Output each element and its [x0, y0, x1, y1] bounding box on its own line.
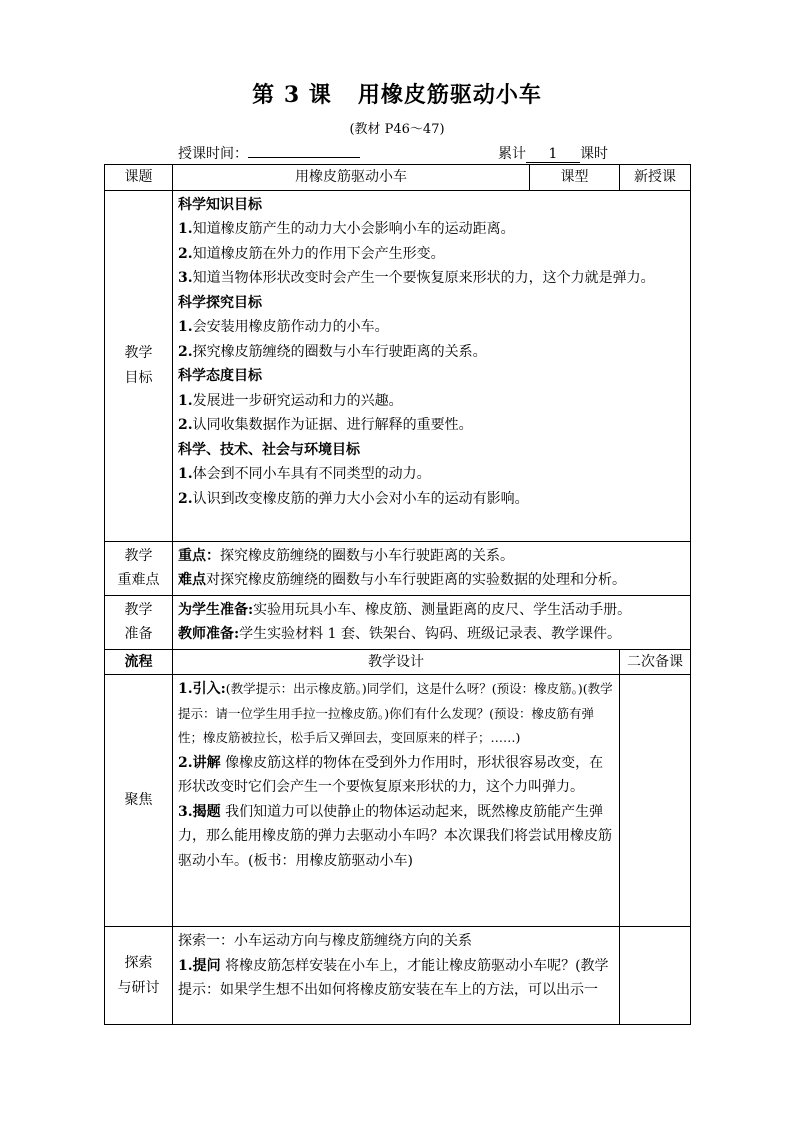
focus-intro: 1.引入:(教学提示：出示橡皮筋。)同学们，这是什么呀？(预设：橡皮筋。)(教学提示：请一位学生用手拉一拉橡皮筋。)你们有什么发现？(预设：橡皮筋有弹性；橡皮筋被拉长，松手后又弹回去，变回原来的样子；……) — [178, 681, 613, 745]
explore-content — [173, 927, 620, 1025]
notes-header: 二次备课 — [620, 649, 691, 675]
explore-row — [105, 927, 691, 1025]
teaching-time-value — [248, 157, 360, 158]
key-point: 重点：探究橡皮筋缠绕的圈数与小车行驶距离的关系。 — [178, 547, 514, 564]
teaching-time — [178, 143, 360, 163]
keypoints-content — [173, 541, 691, 595]
difficult-point: 难点对探究橡皮筋缠绕的圈数与小车行驶距离的实验数据的处理和分析。 — [178, 572, 626, 588]
teacher-prep: 教师准备:学生实验材料 1 套、铁架台、钩码、班级记录表、教学课件。 — [178, 626, 621, 642]
explore-heading: 探索一：小车运动方向与橡皮筋缠绕方向的关系 — [178, 933, 472, 949]
focus-notes — [620, 675, 691, 927]
goal-item: 2.认识到改变橡皮筋的弹力大小会对小车的运动有影响。 — [178, 490, 529, 507]
flow-header: 流程 — [105, 649, 173, 675]
goal-section-heading: 科学、技术、社会与环境目标 — [178, 441, 360, 458]
focus-explain: 2.讲解 像橡皮筋这样的物体在受到外力作用时，形状很容易改变，在形状改变时它们会产生一个要恢复原来形状的力，这个力叫弹力。 — [178, 754, 604, 795]
goal-section-heading: 科学探究目标 — [178, 294, 262, 311]
design-header: 教学设计 — [173, 649, 620, 675]
topic-row — [105, 165, 691, 191]
lesson-type-label: 课型 — [530, 165, 620, 191]
explore-label: 探索 与研讨 — [105, 927, 173, 1025]
goal-item: 1.发展进一步研究运动和力的兴趣。 — [178, 392, 403, 409]
topic-label: 课题 — [105, 165, 173, 191]
explore-notes — [620, 927, 691, 1025]
teaching-time-label: 授课时间： — [178, 146, 248, 162]
goals-row — [105, 190, 691, 541]
lesson-plan-table — [104, 164, 691, 1025]
prep-content — [173, 595, 691, 649]
goals-label: 教学 目标 — [105, 190, 173, 541]
prep-row — [105, 595, 691, 649]
lesson-type-value: 新授课 — [620, 165, 691, 191]
goal-section-heading: 科学知识目标 — [178, 196, 262, 213]
cumulative-label: 累计 — [498, 146, 526, 162]
lesson-title — [0, 78, 794, 109]
keypoints-row — [105, 541, 691, 595]
flow-header-row — [105, 649, 691, 675]
focus-row — [105, 675, 691, 927]
keypoints-label: 教学 重难点 — [105, 541, 173, 595]
goal-item: 2.知道橡皮筋在外力的作用下会产生形变。 — [178, 245, 445, 262]
goal-item: 1.会安装用橡皮筋作动力的小车。 — [178, 319, 389, 335]
lesson-name: 用橡皮筋驱动小车 — [357, 82, 542, 108]
goal-section-heading: 科学态度目标 — [178, 368, 262, 384]
textbook-pages: (教材 P46～47) — [349, 122, 445, 137]
goal-item: 3.知道当物体形状改变时会产生一个要恢复原来形状的力，这个力就是弹力。 — [178, 270, 655, 286]
focus-reveal: 3.揭题 我们知道力可以使静止的物体运动起来，既然橡皮筋能产生弹力，那么能用橡皮筋的弹力去驱动小车吗？本次课我们将尝试用橡皮筋驱动小车。(板书：用橡皮筋驱动小车) — [178, 803, 612, 869]
goal-item: 1.体会到不同小车具有不同类型的动力。 — [178, 466, 431, 482]
explore-question: 1.提问 将橡皮筋怎样安装在小车上，才能让橡皮筋驱动小车呢？(教学提示：如果学生想不出如何将橡皮筋安装在车上的方法，可以出示一 — [178, 957, 609, 998]
lesson-number: 第 3 课 — [252, 82, 332, 108]
student-prep: 为学生准备:实验用玩具小车、橡皮筋、测量距离的皮尺、学生活动手册。 — [178, 601, 632, 618]
prep-label: 教学 准备 — [105, 595, 173, 649]
focus-label: 聚焦 — [105, 675, 173, 927]
goal-item: 2.认同收集数据作为证据、进行解释的重要性。 — [178, 417, 473, 433]
goals-content — [173, 190, 691, 541]
focus-content — [173, 675, 620, 927]
cumulative-value: 1 — [526, 146, 580, 163]
cumulative-unit: 课时 — [580, 146, 608, 162]
topic-value: 用橡皮筋驱动小车 — [173, 165, 530, 191]
cumulative-hours — [498, 143, 608, 163]
goal-item: 2.探究橡皮筋缠绕的圈数与小车行驶距离的关系。 — [178, 343, 487, 360]
goal-item: 1.知道橡皮筋产生的动力大小会影响小车的运动距离。 — [178, 221, 515, 237]
